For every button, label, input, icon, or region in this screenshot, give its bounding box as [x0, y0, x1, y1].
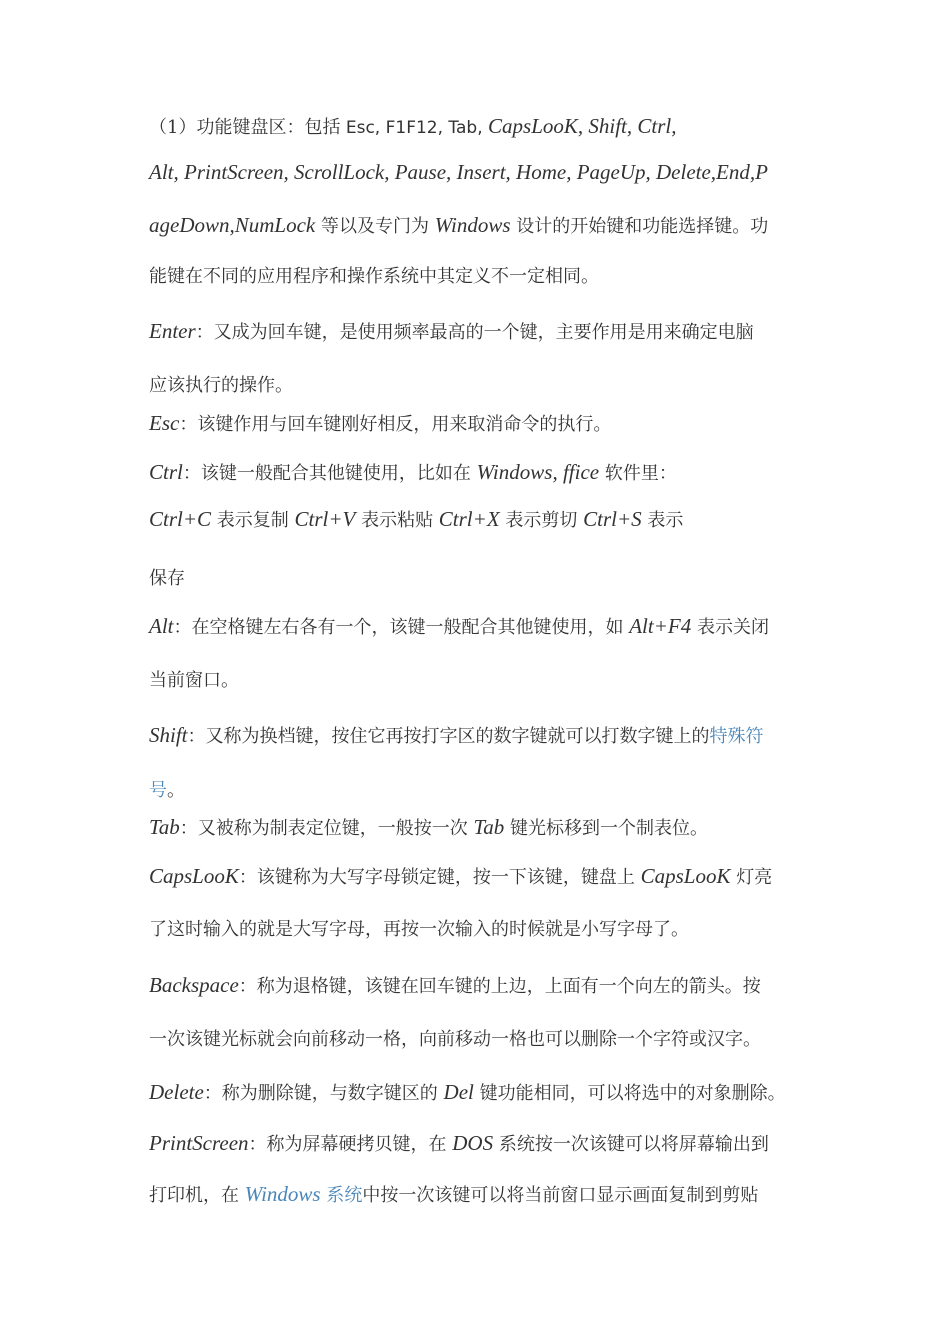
key-name: Del: [443, 1080, 474, 1104]
text: ：称为删除键，与数字键区的: [203, 1083, 444, 1104]
key-name: Enter: [149, 319, 196, 343]
para-tab: [149, 815, 708, 841]
para-alt-line-2: [149, 669, 239, 693]
text: ：又成为回车键，是使用频率最高的一个键，主要作用是用来确定电脑: [195, 322, 754, 343]
key-name: Ctrl: [149, 460, 183, 484]
key-names: CapsLooK, Shift, Ctrl,: [488, 114, 677, 138]
key-name: Alt: [149, 614, 174, 638]
key-name: Tab: [149, 815, 180, 839]
windows-system-link[interactable]: Windows: [244, 1182, 321, 1206]
para-capslock-line-1: [149, 864, 772, 890]
text: ：称为退格键，该键在回车键的上边，上面有一个向左的箭头。按: [238, 976, 761, 997]
text: 应该执行的操作。: [149, 375, 293, 396]
para-function-keys-line-3: [149, 213, 768, 239]
text: 等以及专门为: [315, 216, 435, 237]
text: 了这时输入的就是大写字母，再按一次输入的时候就是小写字母了。: [149, 919, 689, 940]
para-ctrl-line-2: [149, 507, 683, 533]
key-name: DOS: [452, 1131, 494, 1155]
text: 设计的开始键和功能选择键。功: [510, 216, 769, 237]
text: 表示粘贴: [355, 510, 439, 531]
key-name: Ctrl+C: [149, 507, 212, 531]
key-name: CapsLooK: [640, 864, 731, 888]
para-printscreen-line-1: [149, 1131, 769, 1157]
text: 一次该键光标就会向前移动一格，向前移动一格也可以删除一个字符或汉字。: [149, 1029, 761, 1050]
para-esc: [149, 411, 611, 437]
text: 。: [167, 780, 185, 801]
text: （1）功能键盘区：包括: [149, 117, 341, 138]
text: 表示关闭: [691, 617, 769, 638]
text: ：该键一般配合其他键使用，比如在: [182, 463, 477, 484]
key-name: Ctrl+X: [438, 507, 500, 531]
para-shift-line-1: [149, 723, 764, 749]
text: ：该键作用与回车键刚好相反，用来取消命令的执行。: [179, 414, 612, 435]
para-function-keys-line-4: [149, 265, 599, 289]
text: 表示: [641, 510, 684, 531]
para-printscreen-line-2: [149, 1182, 758, 1208]
key-name: Alt+F4: [629, 614, 692, 638]
key-name: Backspace: [149, 973, 239, 997]
key-name: Shift: [149, 723, 188, 747]
para-backspace-line-1: [149, 973, 761, 999]
text: 保存: [149, 568, 185, 589]
key-name: Esc: [149, 411, 180, 435]
para-backspace-line-2: [149, 1028, 761, 1052]
text: 表示剪切: [499, 510, 584, 531]
text: ：称为屏幕硬拷贝键，在: [248, 1134, 453, 1155]
text: 能键在不同的应用程序和操作系统中其定义不一定相同。: [149, 266, 599, 287]
text: 键功能相同，可以将选中的对象删除。: [473, 1083, 786, 1104]
windows-system-link[interactable]: 系统: [320, 1185, 363, 1206]
para-enter-line-1: [149, 319, 754, 345]
key-names: Alt, PrintScreen, ScrollLock, Pause, Insert, Home, PageUp, Delete,End,P: [149, 160, 768, 184]
para-shift-line-2: [149, 779, 185, 803]
text: 软件里：: [599, 463, 677, 484]
key-name: CapsLooK: [149, 864, 239, 888]
para-delete: [149, 1080, 786, 1106]
text: ：又称为换档键，按住它再按打字区的数字键就可以打数字键上的: [187, 726, 710, 747]
text: ：该键称为大写字母锁定键，按一下该键，键盘上: [238, 867, 641, 888]
text: ：又被称为制表定位键，一般按一次: [179, 818, 474, 839]
text: ：在空格键左右各有一个，该键一般配合其他键使用，如: [173, 617, 630, 638]
para-ctrl-line-3: [149, 567, 185, 591]
para-alt-line-1: [149, 614, 769, 640]
key-name: Windows: [434, 213, 511, 237]
text: 中按一次该键可以将当前窗口显示画面复制到剪贴: [362, 1185, 759, 1206]
text: 表示复制: [211, 510, 295, 531]
para-ctrl-line-1: [149, 460, 677, 486]
key-name: Ctrl+V: [294, 507, 356, 531]
text: 打印机，在: [149, 1185, 245, 1206]
key-name: Tab: [473, 815, 505, 839]
special-symbol-link[interactable]: 特殊符: [709, 726, 764, 747]
para-function-keys-line-2: [149, 160, 768, 186]
key-name: Windows, ffice: [476, 460, 600, 484]
key-names: ageDown,NumLock: [149, 213, 316, 237]
text: 键光标移到一个制表位。: [504, 818, 708, 839]
para-function-keys-line-1: [149, 114, 676, 140]
para-enter-line-2: [149, 374, 293, 398]
text: 当前窗口。: [149, 670, 239, 691]
key-name: Delete: [149, 1080, 204, 1104]
key-name: Ctrl+S: [583, 507, 642, 531]
text: 灯亮: [730, 867, 773, 888]
special-symbol-link[interactable]: 号: [149, 780, 167, 801]
text: 系统按一次该键可以将屏幕输出到: [493, 1134, 769, 1155]
key-names: Esc, F1F12, Tab,: [340, 118, 489, 138]
key-name: PrintScreen: [149, 1131, 249, 1155]
para-capslock-line-2: [149, 918, 689, 942]
